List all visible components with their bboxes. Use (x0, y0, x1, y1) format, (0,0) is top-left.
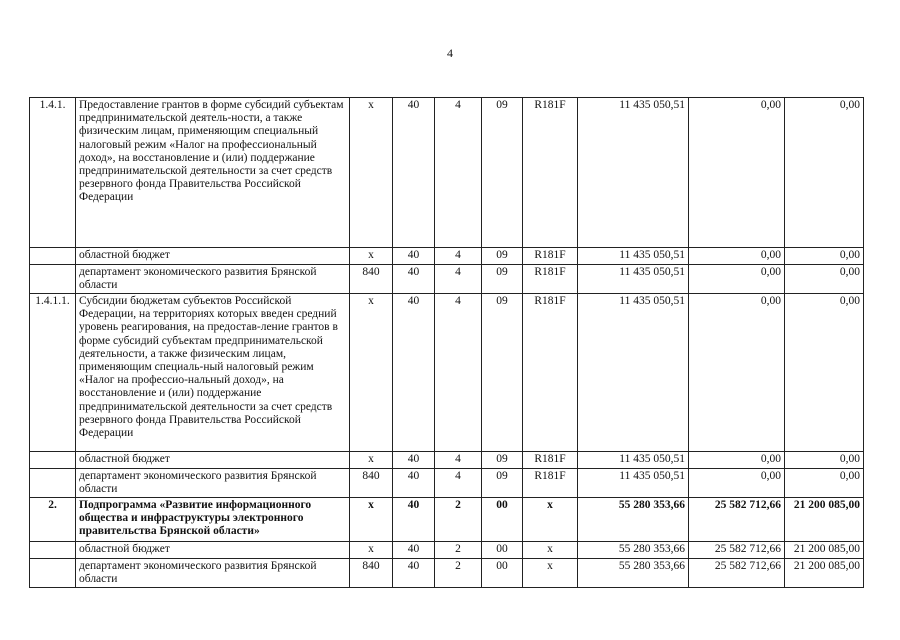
row-description: Субсидии бюджетам субъектов Российской Федерации, на территориях которых введен средний уровень реагирования, на предостав-ление грантов в форме субсидий субъектам предпринимательской деятельности, а также физическим лицам, применяющим специаль-ный налоговый режим «Налог на профессио-нальный доход», на восстановление и (или) поддержание предпринимательской деятельности за счет средств резервного фонда Правительства Российской Федерации (76, 294, 350, 452)
program-code: 40 (393, 498, 435, 542)
direction-code: R181F (523, 469, 578, 498)
amount-year-1: 11 435 050,51 (578, 98, 689, 248)
row-description: областной бюджет (76, 452, 350, 469)
amount-year-2: 0,00 (689, 248, 785, 265)
section-code: 00 (482, 498, 523, 542)
program-code: 40 (393, 469, 435, 498)
subprogram-code: 4 (435, 248, 482, 265)
row-number (30, 542, 76, 559)
subprogram-code: 2 (435, 542, 482, 559)
subprogram-code: 4 (435, 98, 482, 248)
direction-code: R181F (523, 98, 578, 248)
amount-year-1: 11 435 050,51 (578, 294, 689, 452)
program-code: 40 (393, 248, 435, 265)
row-number (30, 452, 76, 469)
grbs-code: х (350, 98, 393, 248)
direction-code: х (523, 498, 578, 542)
amount-year-3: 21 200 085,00 (785, 542, 864, 559)
amount-year-1: 55 280 353,66 (578, 542, 689, 559)
row-number (30, 265, 76, 294)
table-row (30, 248, 864, 265)
direction-code: х (523, 542, 578, 559)
table-row (30, 469, 864, 498)
amount-year-2: 0,00 (689, 294, 785, 452)
section-code: 09 (482, 469, 523, 498)
subprogram-code: 4 (435, 452, 482, 469)
row-description: Предоставление грантов в форме субсидий субъектам предпринимательской деятель-ности, а также физическим лицам, применяющим специальный налоговый режим «Налог на профессиональный доход», на восстановление и (или) поддержание предпринимательской деятельности за счет средств резервного фонда Правительства Российской Федерации (76, 98, 350, 248)
table-row (30, 542, 864, 559)
direction-code: R181F (523, 265, 578, 294)
direction-code: R181F (523, 248, 578, 265)
grbs-code: 840 (350, 559, 393, 588)
subprogram-code: 4 (435, 469, 482, 498)
amount-year-3: 0,00 (785, 294, 864, 452)
subprogram-code: 4 (435, 294, 482, 452)
amount-year-1: 11 435 050,51 (578, 265, 689, 294)
row-number: 1.4.1.1. (30, 294, 76, 452)
subprogram-code: 2 (435, 559, 482, 588)
amount-year-2: 25 582 712,66 (689, 542, 785, 559)
amount-year-3: 0,00 (785, 248, 864, 265)
row-description: областной бюджет (76, 542, 350, 559)
grbs-code: 840 (350, 469, 393, 498)
direction-code: х (523, 559, 578, 588)
subprogram-code: 2 (435, 498, 482, 542)
table-row (30, 294, 864, 452)
amount-year-2: 0,00 (689, 452, 785, 469)
section-code: 00 (482, 559, 523, 588)
amount-year-2: 0,00 (689, 469, 785, 498)
section-code: 09 (482, 294, 523, 452)
row-number: 1.4.1. (30, 98, 76, 248)
program-code: 40 (393, 452, 435, 469)
amount-year-3: 0,00 (785, 265, 864, 294)
amount-year-2: 25 582 712,66 (689, 498, 785, 542)
program-code: 40 (393, 98, 435, 248)
table-row (30, 559, 864, 588)
program-code: 40 (393, 265, 435, 294)
amount-year-2: 0,00 (689, 98, 785, 248)
row-number (30, 559, 76, 588)
grbs-code: х (350, 248, 393, 265)
row-description: департамент экономического развития Брянской области (76, 265, 350, 294)
section-code: 00 (482, 542, 523, 559)
amount-year-1: 11 435 050,51 (578, 469, 689, 498)
amount-year-1: 55 280 353,66 (578, 559, 689, 588)
grbs-code: х (350, 294, 393, 452)
program-code: 40 (393, 294, 435, 452)
amount-year-1: 11 435 050,51 (578, 452, 689, 469)
grbs-code: х (350, 542, 393, 559)
amount-year-2: 25 582 712,66 (689, 559, 785, 588)
amount-year-3: 0,00 (785, 98, 864, 248)
amount-year-3: 0,00 (785, 452, 864, 469)
row-description: департамент экономического развития Брянской области (76, 559, 350, 588)
table-row (30, 98, 864, 248)
amount-year-1: 55 280 353,66 (578, 498, 689, 542)
amount-year-3: 0,00 (785, 469, 864, 498)
program-code: 40 (393, 542, 435, 559)
section-code: 09 (482, 248, 523, 265)
table-row (30, 452, 864, 469)
row-number: 2. (30, 498, 76, 542)
direction-code: R181F (523, 452, 578, 469)
grbs-code: х (350, 498, 393, 542)
grbs-code: х (350, 452, 393, 469)
budget-table (29, 97, 864, 588)
grbs-code: 840 (350, 265, 393, 294)
section-code: 09 (482, 265, 523, 294)
amount-year-3: 21 200 085,00 (785, 559, 864, 588)
direction-code: R181F (523, 294, 578, 452)
amount-year-1: 11 435 050,51 (578, 248, 689, 265)
section-code: 09 (482, 98, 523, 248)
table-row (30, 498, 864, 542)
row-description: Подпрограмма «Развитие информационного общества и инфраструктуры электронного правительства Брянской области» (76, 498, 350, 542)
section-code: 09 (482, 452, 523, 469)
row-description: департамент экономического развития Брянской области (76, 469, 350, 498)
amount-year-2: 0,00 (689, 265, 785, 294)
row-number (30, 469, 76, 498)
table-row (30, 265, 864, 294)
amount-year-3: 21 200 085,00 (785, 498, 864, 542)
page-number: 4 (447, 46, 453, 60)
program-code: 40 (393, 559, 435, 588)
subprogram-code: 4 (435, 265, 482, 294)
row-number (30, 248, 76, 265)
row-description: областной бюджет (76, 248, 350, 265)
